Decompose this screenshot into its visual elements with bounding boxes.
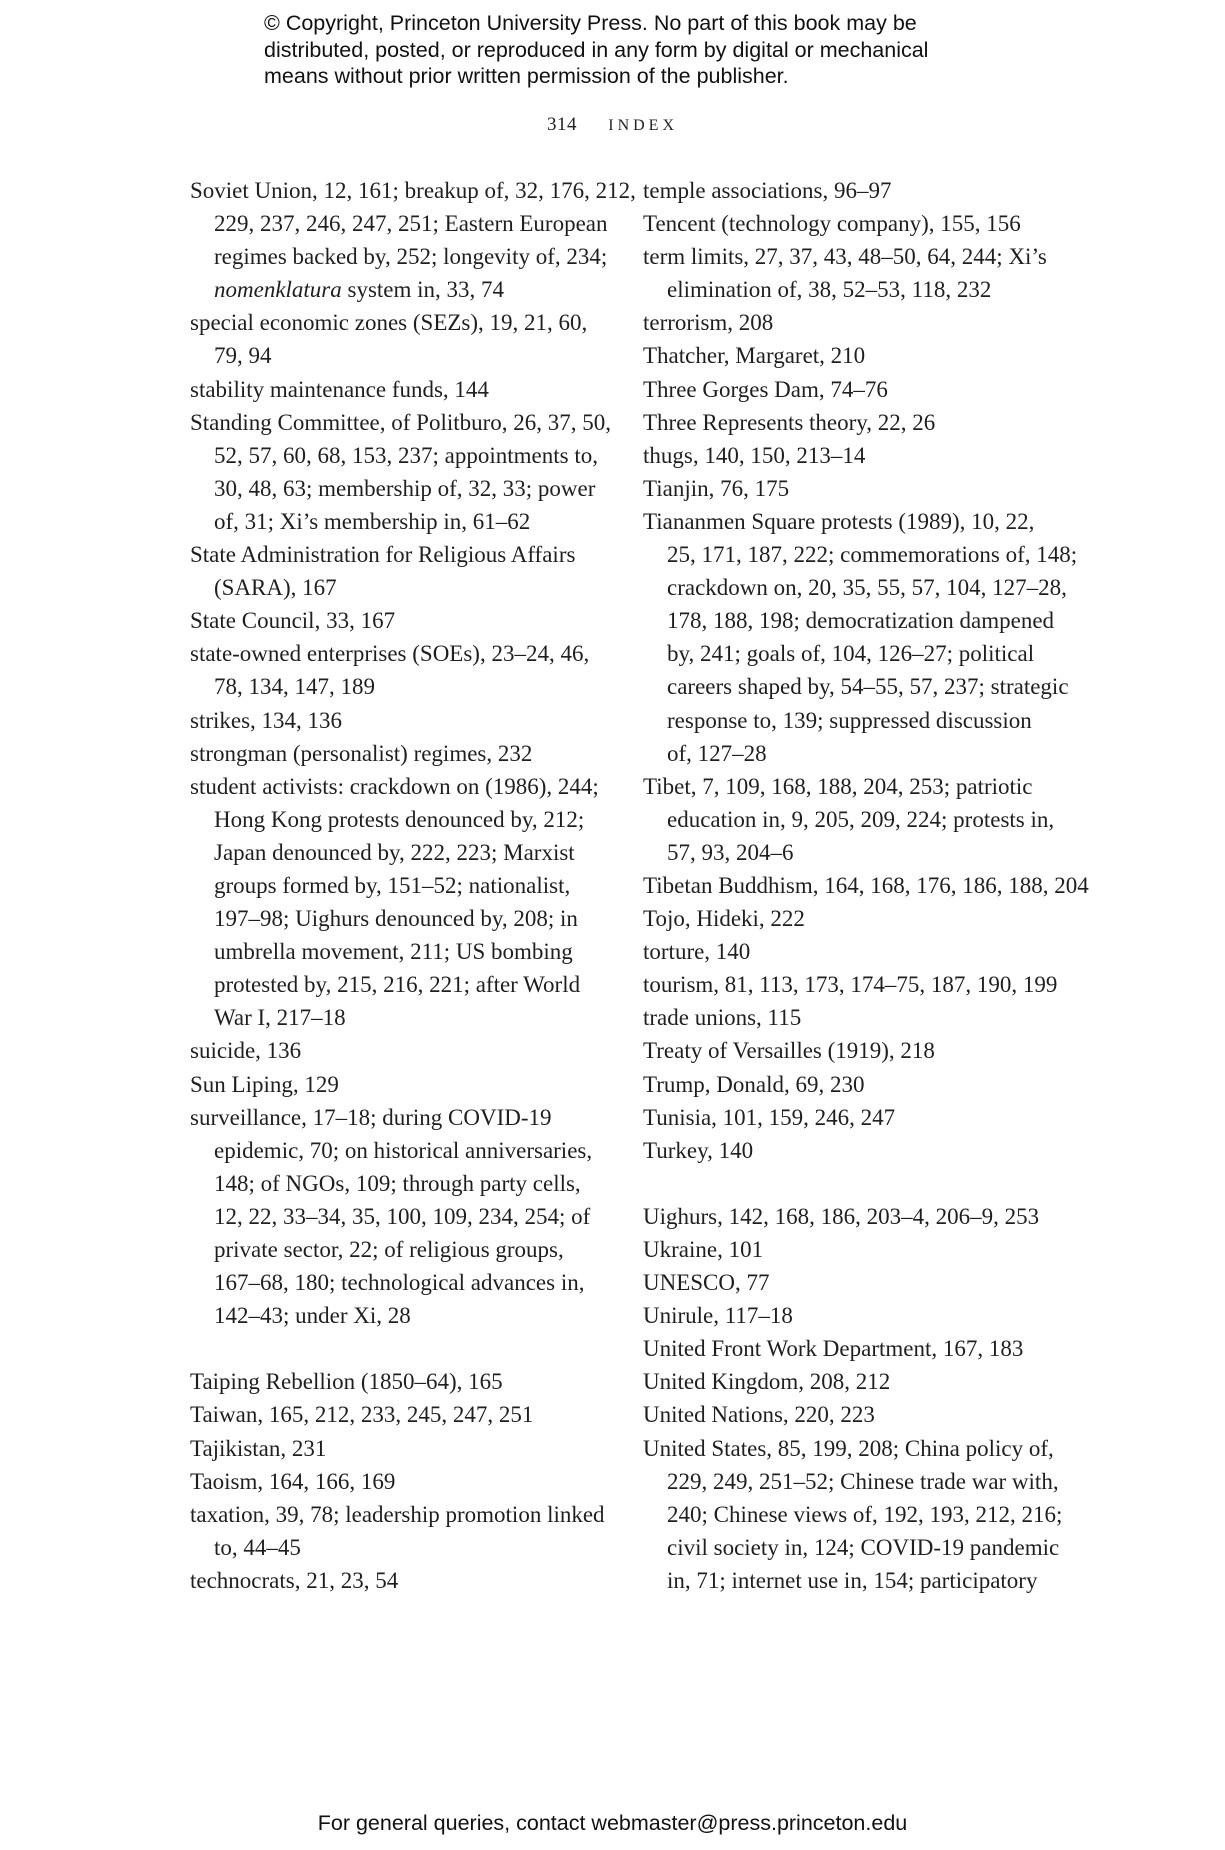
index-subentry-line: nomenklatura system in, 33, 74 xyxy=(214,277,505,303)
index-subentry-line: 197–98; Uighurs denounced by, 208; in xyxy=(214,906,578,932)
index-entry-line: Tibetan Buddhism, 164, 168, 176, 186, 188, 204 xyxy=(643,872,1089,898)
index-subentry-line: regimes backed by, 252; longevity of, 234; xyxy=(214,244,608,270)
index-entry-line: Thatcher, Margaret, 210 xyxy=(643,343,866,369)
index-entry-line: technocrats, 21, 23, 54 xyxy=(190,1567,399,1593)
copyright-line: © Copyright, Princeton University Press. No part of this book may be xyxy=(264,11,917,35)
index-subentry-line: elimination of, 38, 52–53, 118, 232 xyxy=(667,277,992,303)
index-entry-line: Trump, Donald, 69, 230 xyxy=(643,1071,865,1097)
index-entry-line: tourism, 81, 113, 173, 174–75, 187, 190, 199 xyxy=(643,972,1058,998)
index-entry-line: term limits, 27, 37, 43, 48–50, 64, 244; Xi’s xyxy=(643,244,1047,270)
index-subentry-line: 12, 22, 33–34, 35, 100, 109, 234, 254; of xyxy=(214,1203,591,1229)
index-subentry-line: 178, 188, 198; democratization dampened xyxy=(667,608,1055,634)
index-subentry-line: 229, 237, 246, 247, 251; Eastern European xyxy=(214,211,608,237)
footer-contact: For general queries, contact webmaster@press.princeton.edu xyxy=(317,1811,908,1835)
index-entry-line: torture, 140 xyxy=(643,939,751,965)
index-subentry-line: 57, 93, 204–6 xyxy=(667,839,794,865)
page-number: 314 xyxy=(546,114,577,135)
index-subentry-line: 78, 134, 147, 189 xyxy=(214,674,375,700)
copyright-notice xyxy=(264,10,1024,90)
index-subentry-line: of, 127–28 xyxy=(667,740,767,766)
index-entry-line: strikes, 134, 136 xyxy=(190,707,343,733)
index-entry-line: Taiwan, 165, 212, 233, 245, 247, 251 xyxy=(190,1402,534,1428)
index-entry-line: Tajikistan, 231 xyxy=(190,1435,327,1461)
index-entry-line: thugs, 140, 150, 213–14 xyxy=(643,442,866,468)
index-entry-line: taxation, 39, 78; leadership promotion linked xyxy=(190,1501,605,1527)
index-subentry-line: in, 71; internet use in, 154; participatory xyxy=(667,1567,1038,1593)
index-entry-line: stability maintenance funds, 144 xyxy=(190,376,489,402)
index-entry-line: Unirule, 117–18 xyxy=(643,1303,793,1329)
index-entry-line: Ukraine, 101 xyxy=(643,1237,764,1262)
index-entry-line: United States, 85, 199, 208; China policy of, xyxy=(643,1435,1054,1461)
index-entry-line: Standing Committee, of Politburo, 26, 37, 50, xyxy=(190,409,612,435)
index-subentry-line: crackdown on, 20, 35, 55, 57, 104, 127–28, xyxy=(667,575,1067,601)
index-subentry-line: 229, 249, 251–52; Chinese trade war with, xyxy=(667,1468,1059,1494)
index-entry-line: terrorism, 208 xyxy=(643,310,774,336)
index-subentry-line: careers shaped by, 54–55, 57, 237; strategic xyxy=(667,674,1069,700)
index-subentry-line: of, 31; Xi’s membership in, 61–62 xyxy=(214,508,531,534)
index-entry-line: Turkey, 140 xyxy=(643,1137,754,1163)
running-title: INDEX xyxy=(608,117,678,134)
index-subentry-line: protested by, 215, 216, 221; after World xyxy=(214,972,581,998)
index-entry-line: trade unions, 115 xyxy=(643,1005,802,1031)
index-subentry-line: 240; Chinese views of, 192, 193, 212, 216; xyxy=(667,1501,1063,1527)
index-subentry-line: 148; of NGOs, 109; through party cells, xyxy=(214,1170,581,1196)
index-subentry-line: response to, 139; suppressed discussion xyxy=(667,707,1032,733)
italic-term: nomenklatura xyxy=(214,277,342,303)
index-subentry-line: War I, 217–18 xyxy=(214,1005,346,1031)
index-subentry-line: 79, 94 xyxy=(214,343,272,369)
index-column-left xyxy=(190,174,636,1597)
index-subentry-line: 25, 171, 187, 222; commemorations of, 148; xyxy=(667,542,1078,568)
index-entry-line: state-owned enterprises (SOEs), 23–24, 46, xyxy=(190,641,590,667)
index-entry-line: special economic zones (SEZs), 19, 21, 60, xyxy=(190,310,588,336)
index-entry-line: United Kingdom, 208, 212 xyxy=(643,1369,891,1395)
index-subentry-line: 52, 57, 60, 68, 153, 237; appointments to, xyxy=(214,442,598,468)
index-entry-line: suicide, 136 xyxy=(190,1038,302,1064)
index-subentry-line: 142–43; under Xi, 28 xyxy=(214,1303,411,1329)
index-entry-line: Sun Liping, 129 xyxy=(190,1071,339,1097)
index-subentry-line: education in, 9, 205, 209, 224; protests in, xyxy=(667,806,1055,832)
index-subentry-line: to, 44–45 xyxy=(214,1534,301,1560)
copyright-line: means without prior written permission of the publisher. xyxy=(264,64,789,88)
index-entry-line: Soviet Union, 12, 161; breakup of, 32, 176, 212, xyxy=(190,178,636,203)
running-head xyxy=(0,114,1225,136)
index-entry-line: Tojo, Hideki, 222 xyxy=(643,906,805,932)
index-entry-line: United Front Work Department, 167, 183 xyxy=(643,1336,1024,1362)
index-entry-line: Uighurs, 142, 168, 186, 203–4, 206–9, 253 xyxy=(643,1203,1040,1229)
index-entry-line: Tianjin, 76, 175 xyxy=(643,475,790,501)
index-entry-line: Taiping Rebellion (1850–64), 165 xyxy=(190,1369,503,1395)
copyright-line: distributed, posted, or reproduced in any form by digital or mechanical xyxy=(264,37,929,62)
index-entry-line: State Council, 33, 167 xyxy=(190,608,396,634)
index-entry-line: student activists: crackdown on (1986), 244; xyxy=(190,773,599,799)
index-entry-line: strongman (personalist) regimes, 232 xyxy=(190,740,533,766)
index-entry-line: Taoism, 164, 166, 169 xyxy=(190,1468,396,1494)
index-subentry-line: 30, 48, 63; membership of, 32, 33; power xyxy=(214,475,596,501)
index-subentry-line: civil society in, 124; COVID-19 pandemic xyxy=(667,1534,1060,1560)
index-subentry-line: Japan denounced by, 222, 223; Marxist xyxy=(214,839,575,865)
index-entry-line: Tencent (technology company), 155, 156 xyxy=(643,211,1021,237)
index-entry-line: State Administration for Religious Affairs xyxy=(190,542,576,568)
index-subentry-line: private sector, 22; of religious groups, xyxy=(214,1237,564,1262)
index-subentry-line: umbrella movement, 211; US bombing xyxy=(214,939,573,965)
index-subentry-line: epidemic, 70; on historical anniversaries, xyxy=(214,1137,593,1163)
index-entry-line: Tibet, 7, 109, 168, 188, 204, 253; patriotic xyxy=(643,773,1033,799)
index-subentry-line: Hong Kong protests denounced by, 212; xyxy=(214,806,585,832)
index-subentry-line: groups formed by, 151–52; nationalist, xyxy=(214,872,571,898)
index-entry-line: temple associations, 96–97 xyxy=(643,178,892,203)
index-entry-line: surveillance, 17–18; during COVID-19 xyxy=(190,1104,552,1130)
index-column-right xyxy=(643,174,1089,1597)
index-subentry-line: (SARA), 167 xyxy=(214,575,337,601)
index-spacer xyxy=(190,1332,610,1365)
index-entry-line: Treaty of Versailles (1919), 218 xyxy=(643,1038,935,1064)
index-entry-line: Three Gorges Dam, 74–76 xyxy=(643,376,888,402)
index-subentry-line: by, 241; goals of, 104, 126–27; political xyxy=(667,641,1035,667)
index-spacer xyxy=(643,1167,1073,1200)
index-entry-line: United Nations, 220, 223 xyxy=(643,1402,875,1428)
index-entry-line: Tunisia, 101, 159, 246, 247 xyxy=(643,1104,896,1130)
index-entry-line: Three Represents theory, 22, 26 xyxy=(643,409,936,435)
index-subentry-line: 167–68, 180; technological advances in, xyxy=(214,1270,585,1296)
index-entry-line: UNESCO, 77 xyxy=(643,1270,770,1296)
index-entry-line: Tiananmen Square protests (1989), 10, 22, xyxy=(643,508,1035,534)
